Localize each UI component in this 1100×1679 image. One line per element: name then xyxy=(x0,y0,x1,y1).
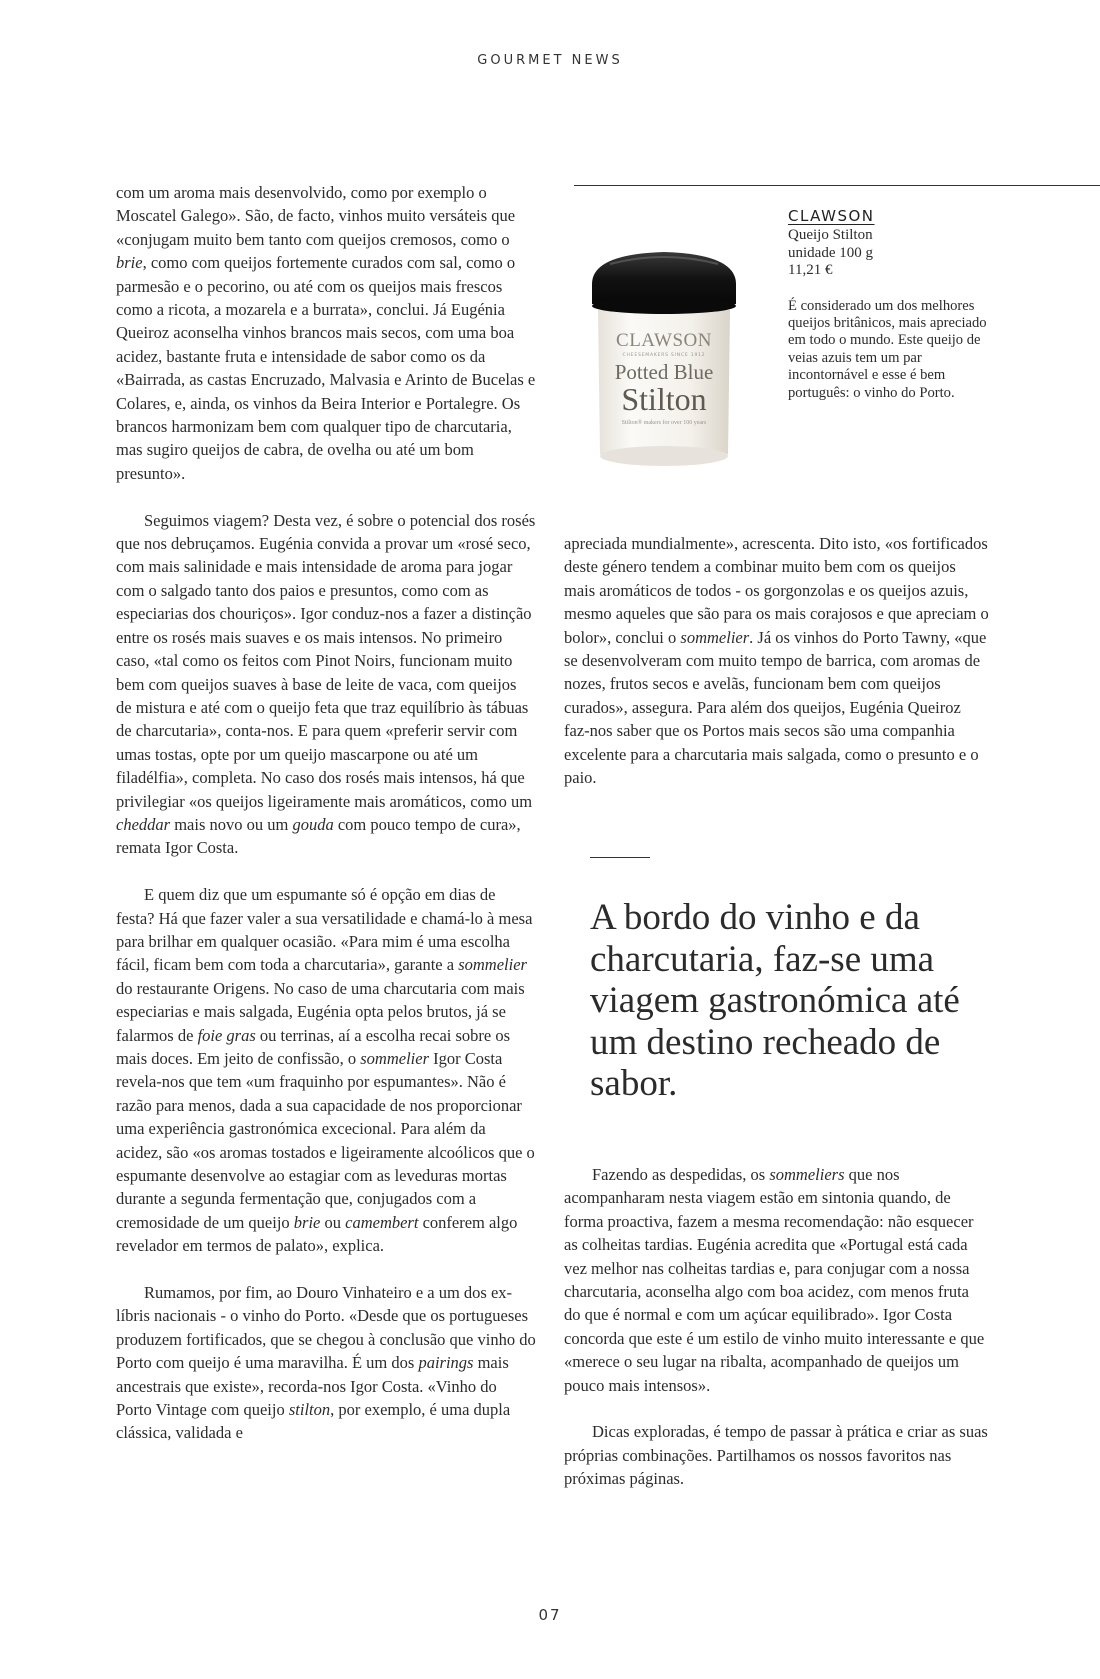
text-run: mais ancestrais que existe», recorda-nos Igor Costa. «Vinho do Porto Vintage com queijo xyxy=(116,1353,509,1420)
italic-run: stilton xyxy=(288,1400,331,1420)
text-run: . Já os vinhos do Porto Tawny, «que se desenvolveram com muito tempo de barrica, com aromas de nozes, frutos secos e avelãs, funcionam bem com queijos curados», assegura. Para além dos queijos, Eugénia Queiroz faz-nos saber que os Portos mais secos são uma companhia excelente para a charcutaria mais salgada, como o presunto e o paio. xyxy=(564,627,987,788)
jar-brand-text: CLAWSON xyxy=(616,330,712,351)
italic-run: gouda xyxy=(292,814,334,834)
product-divider xyxy=(574,185,1100,186)
article-paragraph xyxy=(116,509,536,860)
text-run: Rumamos, por fim, ao Douro Vinhateiro e a um dos ex-líbris nacionais - o vinho do Porto. «Desde que os portugueses produzem fortificados, que se chegou à conclusão que vinho do Porto com queijo é uma maravilha. É um dos xyxy=(116,1283,536,1373)
magazine-header: GOURMET NEWS xyxy=(477,53,623,68)
article-paragraph xyxy=(116,1281,536,1445)
text-run: com um aroma mais desenvolvido, como por exemplo o Moscatel Galego». São, de facto, vinhos muito versáteis que «conjugam muito bem tanto com queijos cremosos, como o xyxy=(116,183,516,249)
italic-run: sommelier xyxy=(680,627,750,647)
text-run: E quem diz que um espumante só é opção em dias de festa? Há que fazer valer a sua versatilidade e chamá-lo à mesa para brilhar em qualquer ocasião. «Para mim é uma escolha fácil, ficam bem com toda a charcutaria», garante a xyxy=(116,885,533,975)
italic-run: sommelier xyxy=(458,955,527,975)
article-paragraph xyxy=(564,1163,989,1397)
text-run: com pouco tempo de cura», remata Igor Costa. xyxy=(116,814,521,858)
product-info xyxy=(788,208,998,402)
product-name: Queijo Stilton xyxy=(788,227,873,244)
text-run: ou terrinas, aí a escolha recai sobre os mais doces. Em jeito de confissão, o xyxy=(116,1025,511,1068)
text-run: apreciada mundialmente», acrescenta. Dito isto, «os fortificados deste género tendem a combinar muito bem com os queijos mais aromáticos de todos - os gorgonzolas e os queijos azuis, mesmo aqueles que são para os mais corajosos e que apreciam o bolor», conclui o xyxy=(564,534,989,647)
article-column-right-top xyxy=(564,532,989,789)
text-run: Fazendo as despedidas, os xyxy=(592,1165,770,1184)
italic-run: foie gras xyxy=(197,1025,256,1045)
text-run: Dicas exploradas, é tempo de passar à prática e criar as suas próprias combinações. Partilhamos os nossos favoritos nas próximas páginas. xyxy=(564,1422,988,1489)
text-run: , por exemplo, é uma dupla clássica, validada e xyxy=(116,1400,511,1443)
text-run: mais novo ou um xyxy=(170,814,293,834)
jar-line1-text: Potted Blue xyxy=(614,360,714,384)
jar-line2-text: Stilton xyxy=(621,381,707,417)
italic-run: sommelier xyxy=(360,1049,429,1068)
product-brand: CLAWSON xyxy=(788,207,875,225)
pull-quote: A bordo do vinho e da charcutaria, faz-se uma viagem gastronómica até um destino recheado de sabor. xyxy=(590,897,960,1104)
article-paragraph xyxy=(564,1420,989,1490)
text-run: , como com queijos fortemente curados com sal, como o parmesão e o pecorino, ou até com os queijos mais frescos como a ricota, a mozarela e a burrata», conclui. Já Eugénia Queiroz aconselha vinhos brancos mais secos, com uma boa acidez, bastante fruta e intensidade de sabor como os da «Bairrada, as castas Encruzado, Malvasia e Arinto de Bucelas e Colares, e, ainda, os vinhos da Beira Interior e Portalegre. Os brancos harmonizam bem com qualquer tipo de charcutaria, mas sugiro queijos de cabra, de ovelha ou até um bom presunto». xyxy=(116,253,536,483)
jar-sub-text: CHEESEMAKERS SINCE 1912 xyxy=(622,353,706,358)
page-number: 07 xyxy=(538,1606,562,1624)
italic-run: brie xyxy=(293,1212,321,1232)
text-run: do restaurante Origens. No caso de uma charcutaria com mais especiarias e mais salgada, Eugénia opta pelos brutos, já se falarmos de xyxy=(116,978,525,1045)
article-paragraph xyxy=(564,532,989,789)
text-run: que nos acompanharam nesta viagem estão em sintonia quando, de forma proactiva, fazem a mesma recomendação: não esquecer as colheitas tardias. Eugénia acredita que «Portugal está cada vez melhor nas colheitas tardias e, para conjugar com a nossa charcutaria, aconselha algo com boa acidez, com menos fruta do que é normal e com um açúcar equilibrado». Igor Costa concorda que este é um estilo de vinho muito interessante e que «merece o seu lugar na ribalta, acompanhado de queijos um pouco mais intensos». xyxy=(564,1165,985,1395)
text-run: Seguimos viagem? Desta vez, é sobre o potencial dos rosés que nos debruçamos. Eugénia convida a provar um «rosé seco, com mais salinidade e mais intensidade de aroma para jogar com o salgado tanto dos paios e presuntos, como com as especiarias dos chouriços». Igor conduz-nos a fazer a distinção entre os rosés mais suaves e os mais intensos. No primeiro caso, «tal como os feitos com Pinot Noirs, funcionam muito bem com queijos suaves à base de leite de vaca, com queijos de mistura e até com o queijo feta que traz equilíbrio às tábuas de charcutaria», conta-nos. E para quem «preferir servir com umas tostas, opte por um queijo mascarpone ou até um filadélfia», completa. No caso dos rosés mais intensos, há que privilegiar «os queijos ligeiramente mais aromáticos, como um xyxy=(116,510,536,811)
product-description: É considerado um dos melhores queijos britânicos, mais apreciado em todo o mundo. Este queijo de veias azuis tem um par incontornável e esse é bem português: o vinho do Porto. xyxy=(788,297,987,401)
italic-run: sommeliers xyxy=(769,1165,845,1184)
product-unit: unidade 100 g xyxy=(788,244,873,261)
text-run: conferem algo revelador em termos de palato», explica. xyxy=(116,1212,518,1256)
article-column-left xyxy=(116,181,536,1445)
product-price: 11,21 € xyxy=(788,262,833,279)
pull-quote-rule xyxy=(590,857,650,858)
article-column-right-bottom xyxy=(564,1163,989,1491)
italic-run: pairings xyxy=(418,1353,474,1373)
article-paragraph xyxy=(116,181,536,485)
jar-tagline-text: Stilton® makers for over 100 years xyxy=(621,420,707,426)
article-paragraph xyxy=(116,883,536,1258)
italic-run: cheddar xyxy=(116,814,171,834)
italic-run: brie xyxy=(116,253,143,273)
italic-run: camembert xyxy=(345,1212,419,1232)
text-run: Igor Costa revela-nos que tem «um fraquinho por espumantes». Não é razão para menos, dada a sua capacidade de nos proporcionar uma experiência gastronómica excecional. Para além da acidez, são «os aromas tostados e ligeiramente alcoólicos que o espumante desenvolve ao estagiar com as leveduras mortas durante a segunda fermentação que, conjugados com a cremosidade de um queijo xyxy=(116,1049,535,1232)
stilton-jar-image xyxy=(570,244,758,480)
text-run: ou xyxy=(320,1212,346,1232)
